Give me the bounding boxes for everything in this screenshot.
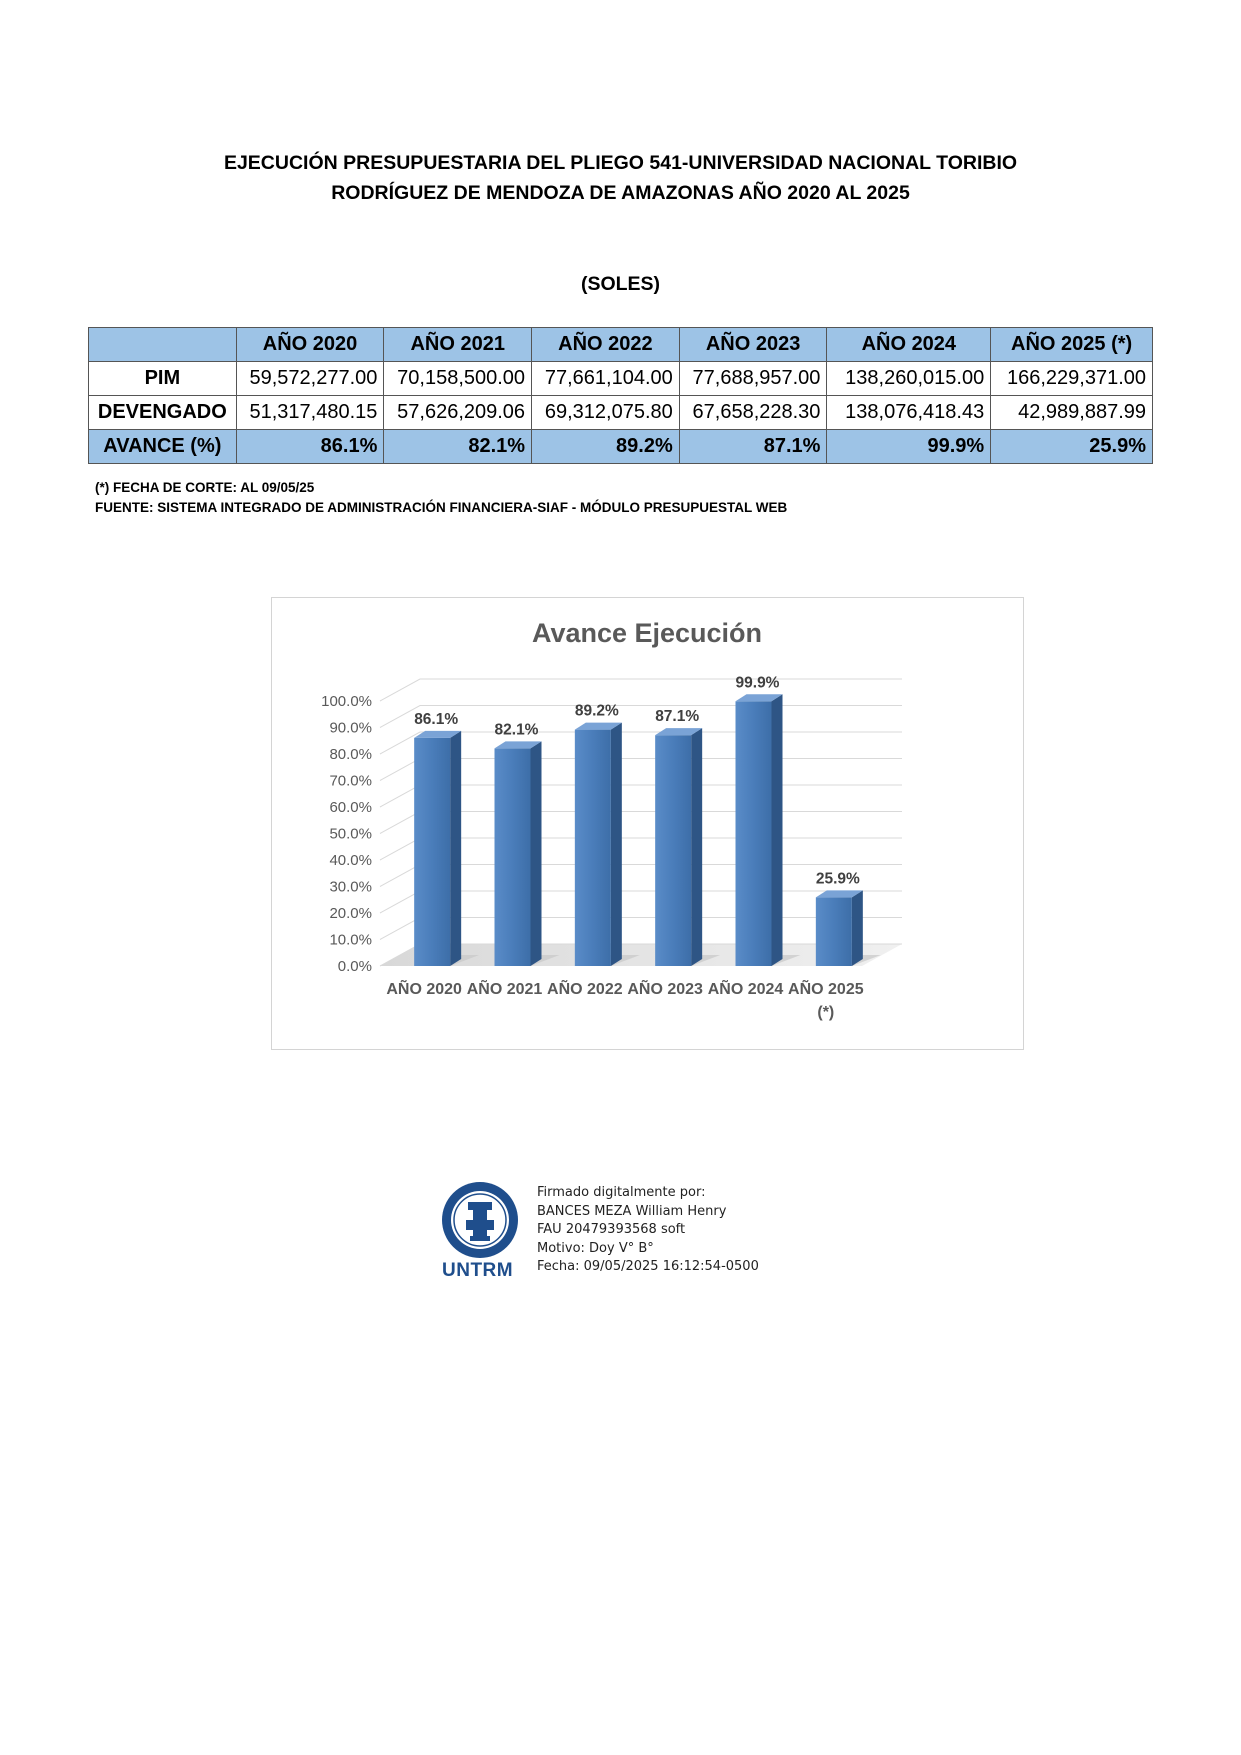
bar-front	[736, 701, 772, 966]
bar-front	[575, 730, 611, 966]
signature-text	[537, 1184, 759, 1277]
table-cell: 42,989,887.99	[991, 396, 1153, 430]
table-cell: 51,317,480.15	[236, 396, 384, 430]
row-label: AVANCE (%)	[89, 430, 237, 464]
table-cell: 69,312,075.80	[532, 396, 680, 430]
x-category-label: AÑO 2021	[466, 981, 543, 998]
row-label: PIM	[89, 362, 237, 396]
bar-front	[414, 738, 450, 966]
signature-line: FAU 20479393568 soft	[537, 1222, 686, 1238]
table-cell: 77,688,957.00	[679, 362, 827, 396]
y-tick-label: 90.0%	[329, 719, 372, 737]
table-header-corner	[89, 328, 237, 362]
bar-front	[495, 748, 531, 966]
y-tick-label: 50.0%	[329, 825, 372, 843]
bar-front	[816, 897, 852, 966]
table-cell: 138,076,418.43	[827, 396, 991, 430]
table-cell: 86.1%	[236, 430, 384, 464]
budget-table	[88, 327, 1153, 464]
table-cell: 99.9%	[827, 430, 991, 464]
bar	[736, 694, 801, 966]
gridline	[380, 706, 902, 728]
seal-logo-text: UNTRM	[442, 1260, 514, 1281]
data-label: 86.1%	[414, 710, 459, 728]
table-row-devengado	[89, 396, 1153, 430]
table-cell: 166,229,371.00	[991, 362, 1153, 396]
bar	[655, 728, 720, 966]
table-cell: 57,626,209.06	[384, 396, 532, 430]
table-cell: 25.9%	[991, 430, 1153, 464]
bar-side	[772, 694, 783, 966]
table-notes	[95, 478, 787, 518]
table-header-row	[89, 328, 1153, 362]
table-cell: 87.1%	[679, 430, 827, 464]
table-cell: 138,260,015.00	[827, 362, 991, 396]
table-row-pim	[89, 362, 1153, 396]
x-category-label: AÑO 2023	[627, 981, 703, 998]
table-header-cell: AÑO 2023	[679, 328, 827, 362]
data-label: 25.9%	[815, 870, 860, 888]
x-category-label: AÑO 2025 (*)	[788, 981, 864, 1021]
cutoff-note: (*) FECHA DE CORTE: AL 09/05/25	[95, 480, 315, 495]
y-tick-label: 40.0%	[329, 852, 372, 869]
x-category-label: AÑO 2024	[707, 981, 784, 998]
report-title-line1: EJECUCIÓN PRESUPUESTARIA DEL PLIEGO 541-UNIVERSIDAD NACIONAL TORIBIO	[223, 152, 1018, 174]
x-category-label: AÑO 2022	[547, 981, 623, 998]
y-tick-label: 20.0%	[329, 905, 372, 922]
table-cell: 89.2%	[532, 430, 680, 464]
signature-line: BANCES MEZA William Henry	[537, 1203, 727, 1219]
table-header-cell: AÑO 2025 (*)	[991, 328, 1153, 362]
university-seal-icon	[440, 1180, 520, 1260]
data-label: 99.9%	[735, 674, 780, 692]
report-title	[150, 148, 1091, 208]
bar	[575, 723, 640, 966]
bar-side	[691, 728, 702, 966]
y-tick-label: 0.0%	[337, 958, 372, 975]
data-label: 82.1%	[494, 721, 539, 739]
chart-title: Avance Ejecución	[531, 618, 763, 648]
signature-line: Firmado digitalmente por:	[537, 1185, 706, 1200]
table-header-cell: AÑO 2021	[384, 328, 532, 362]
y-tick-label: 100.0%	[321, 693, 372, 710]
table-cell: 67,658,228.30	[679, 396, 827, 430]
report-title-line2: RODRÍGUEZ DE MENDOZA DE AMAZONAS AÑO 2020 AL 2025	[331, 182, 910, 204]
y-tick-label: 10.0%	[329, 931, 372, 949]
table-cell: 59,572,277.00	[236, 362, 384, 396]
table-row-avance	[89, 430, 1153, 464]
row-label: DEVENGADO	[89, 396, 237, 430]
avance-chart	[272, 598, 1023, 1049]
bar-side	[531, 741, 542, 966]
bar	[495, 741, 560, 966]
bar-front	[655, 735, 691, 966]
bar	[414, 731, 479, 966]
bar-side	[852, 890, 863, 966]
table-cell: 70,158,500.00	[384, 362, 532, 396]
digital-signature	[440, 1180, 770, 1290]
chart-container	[271, 597, 1024, 1050]
units-label: (SOLES)	[580, 273, 661, 295]
signature-line: Fecha: 09/05/2025 16:12:54-0500	[537, 1259, 759, 1275]
data-label: 87.1%	[655, 708, 700, 726]
y-tick-label: 70.0%	[329, 772, 372, 790]
y-tick-label: 60.0%	[329, 799, 372, 816]
y-tick-label: 30.0%	[329, 878, 372, 896]
data-label: 89.2%	[574, 702, 619, 720]
y-tick-label: 80.0%	[329, 746, 372, 763]
source-note: FUENTE: SISTEMA INTEGRADO DE ADMINISTRACIÓN FINANCIERA-SIAF - MÓDULO PRESUPUESTAL WEB	[95, 500, 788, 515]
table-header-cell: AÑO 2020	[236, 328, 384, 362]
bar-side	[450, 731, 461, 966]
bar-side	[611, 723, 622, 966]
table-header-cell: AÑO 2022	[532, 328, 680, 362]
table-header-cell: AÑO 2024	[827, 328, 991, 362]
x-category-label: AÑO 2020	[386, 981, 462, 998]
table-cell: 82.1%	[384, 430, 532, 464]
gridline	[380, 679, 902, 701]
table-cell: 77,661,104.00	[532, 362, 680, 396]
signature-line: Motivo: Doy V° B°	[537, 1240, 654, 1256]
